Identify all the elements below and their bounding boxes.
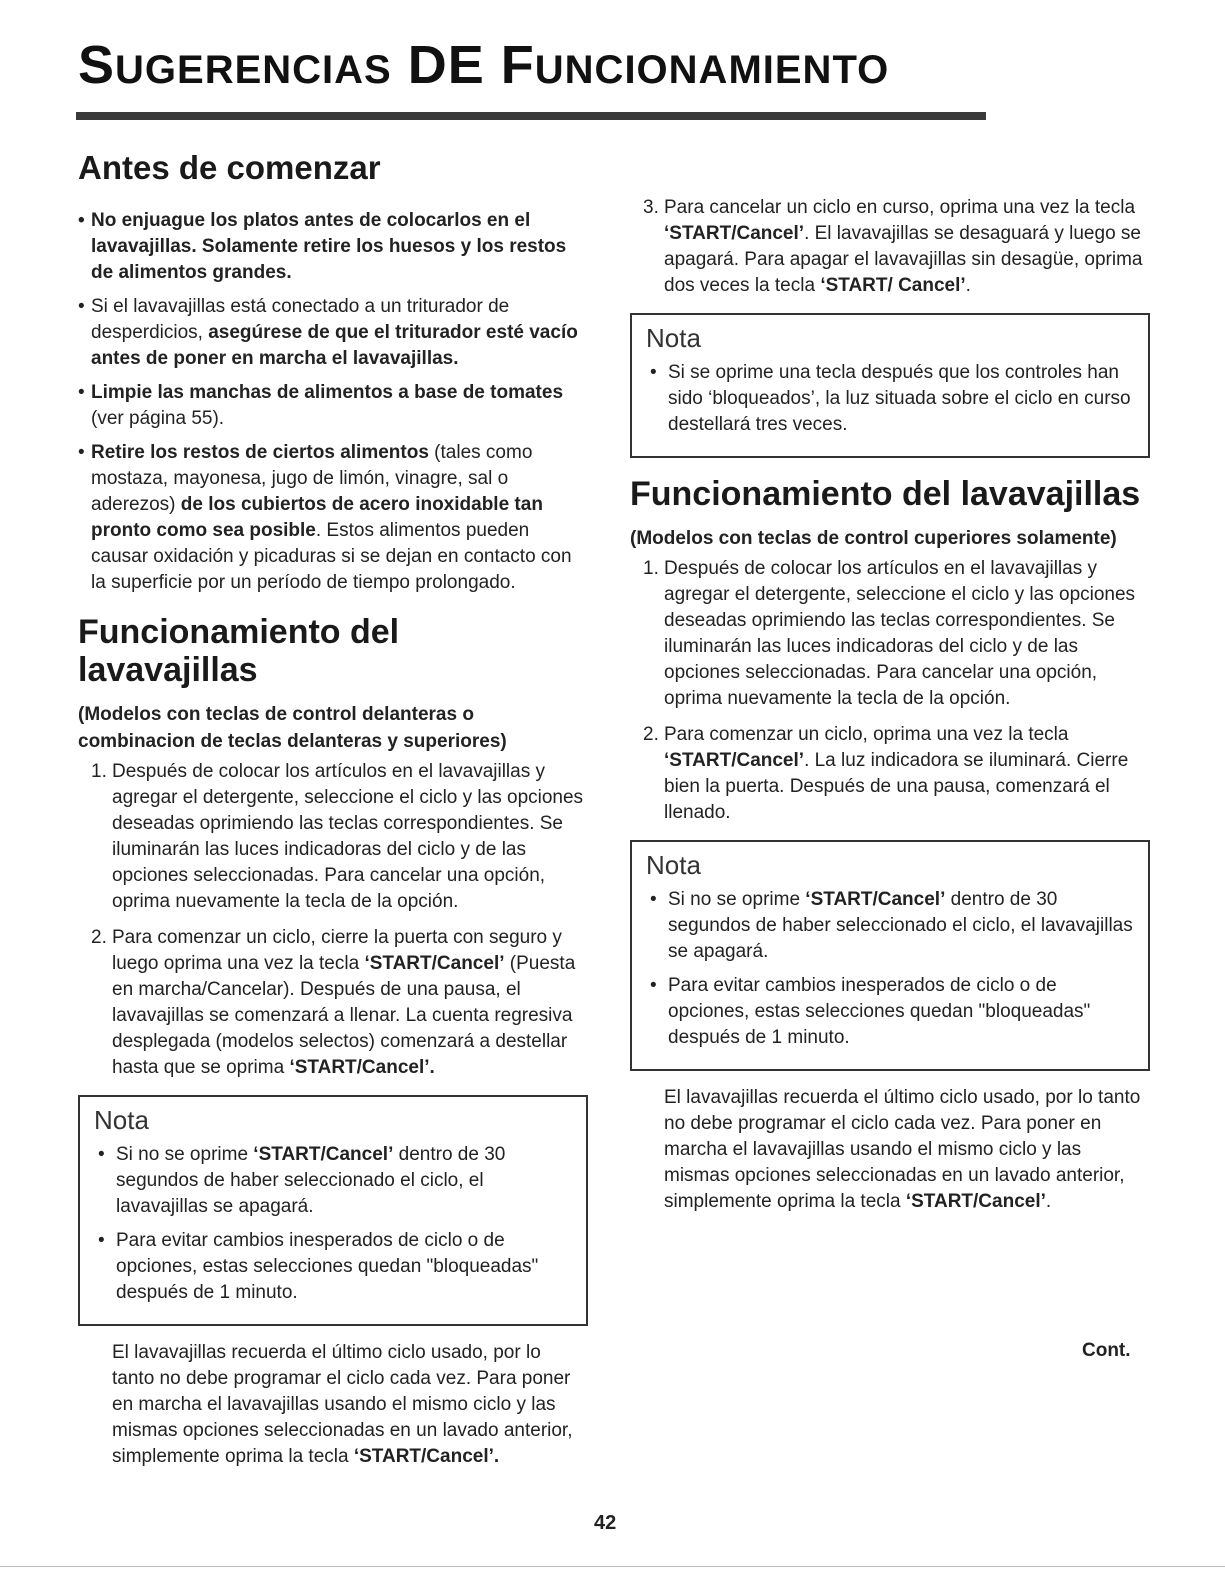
note-item: • Si se oprime una tecla después que los controles han sido ‘bloqueados’, la luz situada sobre el ciclo en curso destellará tres veces. [646,360,1136,438]
note-box [78,1095,588,1326]
page-title: SUGERENCIAS DE FUNCIONAMIENTO [78,35,890,95]
step-item: 3. Para cancelar un ciclo en curso, oprima una vez la tecla ‘START/Cancel’. El lavavajillas se desaguará y luego se apagará. Para apagar el lavavajillas sin desagüe, oprima dos veces la tecla ‘START/ Cancel’. [643,197,1143,296]
note-title: Nota [646,323,701,353]
step-item: 1. Después de colocar los artículos en el lavavajillas y agregar el detergente, seleccione el ciclo y las opciones deseadas oprimiendo las teclas correspondientes. Se iluminarán las luces indicadoras del ciclo y de las opciones seleccionadas. Para cancelar una opción, oprima nuevamente la tecla de la opción. [91,761,584,913]
page-number: 42 [594,1512,617,1534]
memory-paragraph: El lavavajillas recuerda el último ciclo usado, por lo tanto no debe programar el ciclo cada vez. Para poner en marcha el lavavajillas usando el mismo ciclo y las mismas opciones seleccionadas en un lavado anterior, simplemente oprima la tecla ‘START/Cancel’. [664,1087,1141,1213]
memory-paragraph: El lavavajillas recuerda el último ciclo usado, por lo tanto no debe programar el ciclo cada vez. Para poner en marcha el lavavajillas usando el mismo ciclo y las mismas opciones seleccionadas en un lavado anterior, simplemente oprima la tecla ‘START/Cancel’. [112,1342,573,1468]
section-heading-funcionamiento-front: Funcionamiento del lavavajillas [78,613,400,689]
note-item: • Si no se oprime ‘START/Cancel’ dentro de 30 segundos de haber seleccionado el ciclo, el lavavajillas se apagará. [94,1142,574,1220]
tip-item: • Retire los restos de ciertos alimentos (tales como mostaza, mayonesa, jugo de limón, vinagre, sal o aderezos) de los cubiertos de acero inoxidable tan pronto como sea posible. Estos alimentos pueden causar oxidación y picaduras si se dejan en contacto con la superficie por un período de tiempo prolongado. [78,440,588,596]
step-item: 2. Para comenzar un ciclo, oprima una vez la tecla ‘START/Cancel’. La luz indicadora se iluminará. Cierre bien la puerta. Después de una pausa, comenzará el llenado. [643,724,1129,824]
tip-item: • No enjuague los platos antes de colocarlos en el lavavajillas. Solamente retire los huesos y los restos de alimentos grandes. [78,208,588,286]
note-box [630,840,1150,1071]
tip-item: • Limpie las manchas de alimentos a base de tomates (ver página 55). [78,380,588,432]
step-item: 2. Para comenzar un ciclo, cierre la puerta con seguro y luego oprima una vez la tecla ‘START/Cancel’ (Puesta en marcha/Cancelar). Después de una pausa, el lavavajillas se comenzará a llenar. La cuenta regresiva desplegada (modelos selectos) comenzará a destellar hasta que se oprima ‘START/Cancel’. [91,927,576,1079]
section-subheading: (Modelos con teclas de control delanteras o combinacion de teclas delanteras y superiores) [78,704,507,753]
note-item: • Si no se oprime ‘START/Cancel’ dentro de 30 segundos de haber seleccionado el ciclo, el lavavajillas se apagará. [646,887,1136,965]
tip-item: • Si el lavavajillas está conectado a un triturador de desperdicios, asegúrese de que el triturador esté vacío antes de poner en marcha el lavavajillas. [78,294,588,372]
note-box [630,313,1150,458]
note-title: Nota [94,1105,149,1136]
note-item: • Para evitar cambios inesperados de ciclo o de opciones, estas selecciones quedan "bloqueadas" después de 1 minuto. [646,973,1136,1051]
title-rule [76,112,986,120]
left-column [78,150,588,1470]
continued-label: Cont. [1082,1340,1131,1361]
section-heading-funcionamiento-top: Funcionamiento del lavavajillas [630,475,1141,513]
right-column [630,195,1150,1215]
section-heading-antes: Antes de comenzar [78,149,381,186]
note-title: Nota [646,850,701,881]
step-item: 1. Después de colocar los artículos en el lavavajillas y agregar el detergente, seleccione el ciclo y las opciones deseadas oprimiendo las teclas correspondientes. Se iluminarán las luces indicadoras del ciclo y de las opciones seleccionadas. Para cancelar una opción, oprima nuevamente la tecla de la opción. [643,558,1136,710]
section-subheading: (Modelos con teclas de control cuperiores solamente) [630,528,1117,550]
note-item: • Para evitar cambios inesperados de ciclo o de opciones, estas selecciones quedan "bloqueadas" después de 1 minuto. [94,1228,574,1306]
bottom-divider [0,1566,1225,1567]
